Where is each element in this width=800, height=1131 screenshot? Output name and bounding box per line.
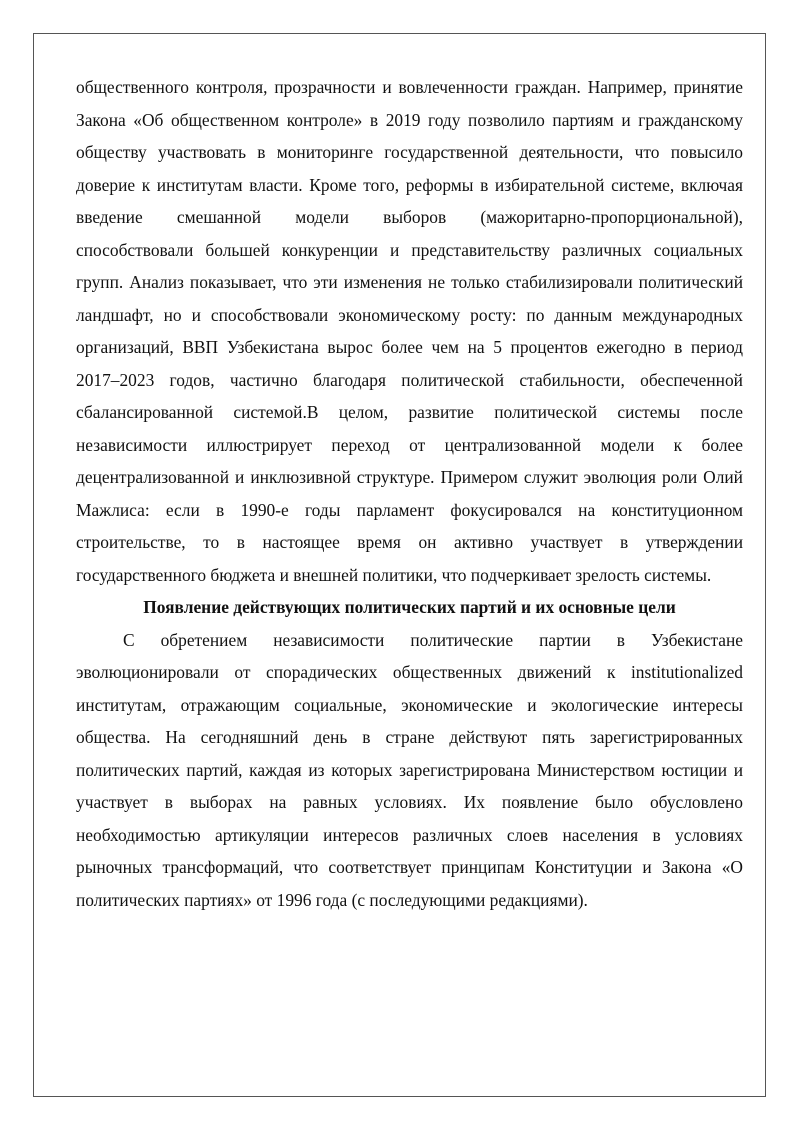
body-paragraph: С обретением независимости политические партии в Узбекистане эволюционировали от спорадических общественных движений к institutionalized институтам, отражающим социальные, экономические и экологические интересы общества. На сегодняшний день в стране действуют пять зарегистрированных политических партий, каждая из которых зарегистрирована Министерством юстиции и участвует в выборах на равных условиях. Их появление было обусловлено необходимостью артикуляции интересов различных слоев населения в условиях рыночных трансформаций, что соответствует принципам Конституции и Закона «О политических партиях» от 1996 года (с последующими редакциями). [76, 629, 743, 910]
document-body [76, 71, 743, 916]
body-paragraph: общественного контроля, прозрачности и вовлеченности граждан. Например, принятие Закона «Об общественном контроле» в 2019 году позволило партиям и гражданскому обществу участвовать в мониторинге государственной деятельности, что повысило доверие к институтам власти. Кроме того, реформы в избирательной системе, включая введение смешанной модели выборов (мажоритарно-пропорциональной), способствовали большей конкуренции и представительству различных социальных групп. Анализ показывает, что эти изменения не только стабилизировали политический ландшафт, но и способствовали экономическому росту: по данным международных организаций, ВВП Узбекистана вырос более чем на 5 процентов ежегодно в период 2017–2023 годов, частично благодаря политической стабильности, обеспеченной сбалансированной системой.В целом, развитие политической системы после независимости иллюстрирует переход от централизованной модели к более децентрализованной и инклюзивной структуре. Примером служит эволюция роли Олий Мажлиса: если в 1990-е годы парламент фокусировался на конституционном строительстве, то в настоящее время он активно участвует в утверждении государственного бюджета и внешней политики, что подчеркивает зрелость системы. [76, 77, 743, 585]
section-heading: Появление действующих политических партий и их основные цели [143, 597, 676, 617]
